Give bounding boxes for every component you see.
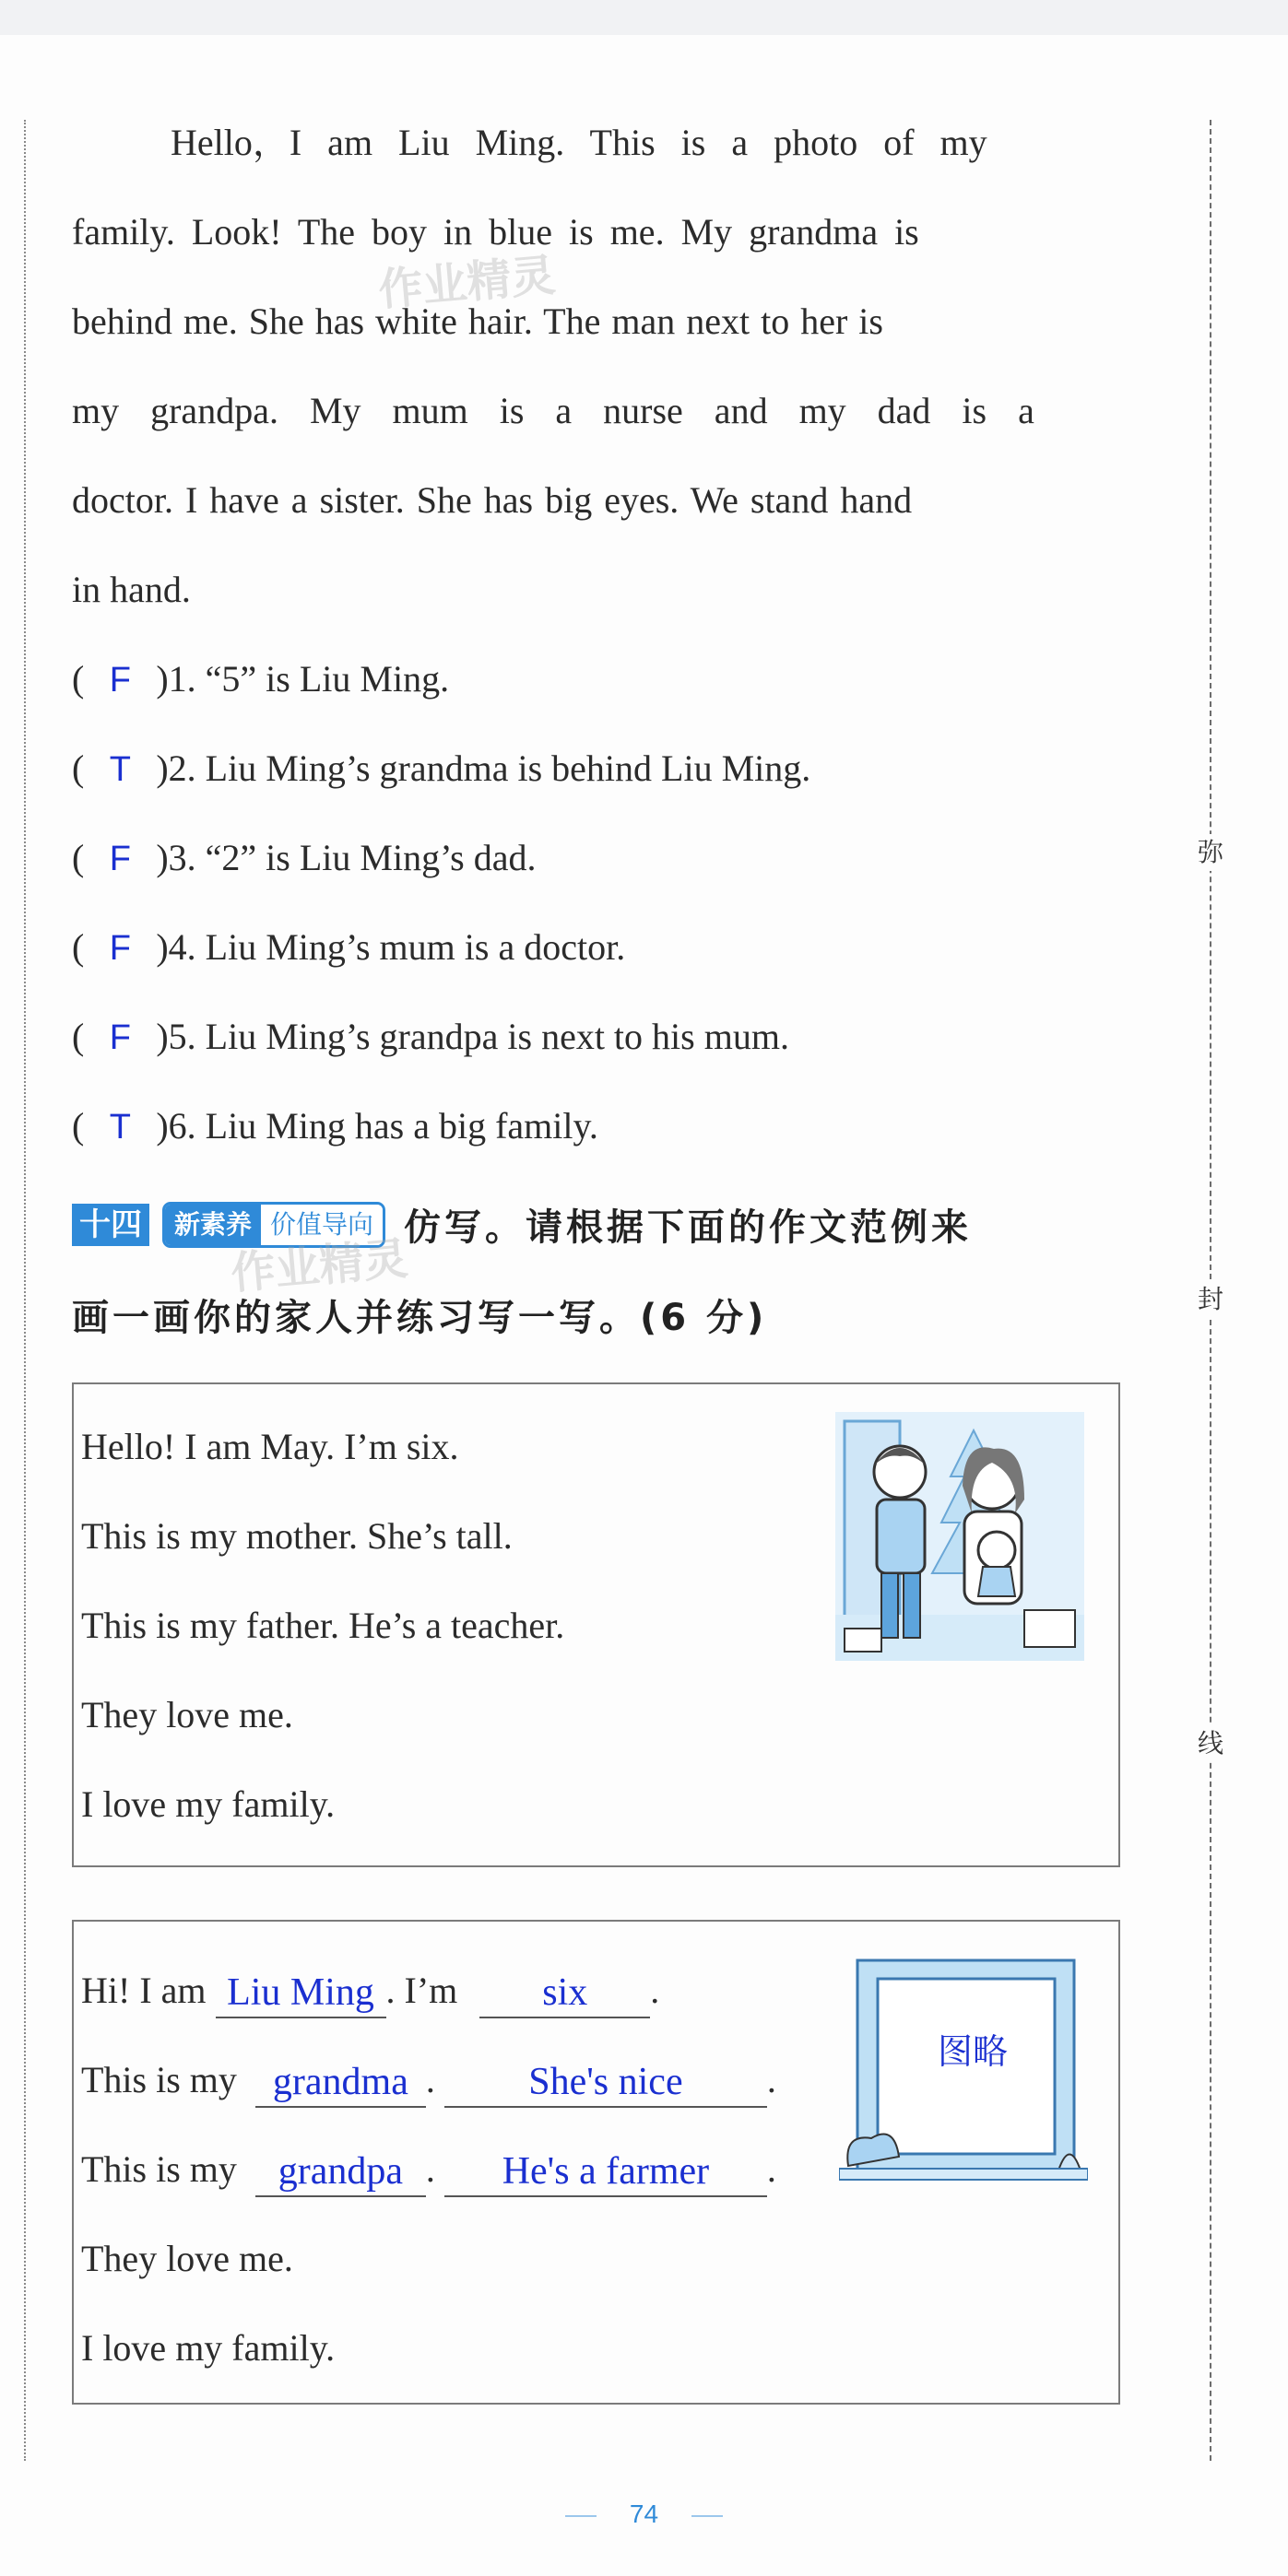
- passage-line: family. Look! The boy in blue is me. My grandma is: [72, 211, 919, 253]
- question-2: ( T )2. Liu Ming’s grandma is behind Liu Ming.: [72, 741, 810, 796]
- exercise-box: [72, 1920, 1120, 2405]
- binding-label-mi: 弥: [1195, 834, 1226, 871]
- watermark: 作业精灵: [376, 249, 558, 317]
- description-blank: He's a farmer: [444, 2147, 767, 2197]
- passage-line: behind me. She has white hair. The man next to her is: [72, 300, 883, 342]
- section-title: 仿写。请根据下面的作文范例来: [404, 1206, 973, 1249]
- description-blank: She's nice: [444, 2058, 767, 2108]
- footer-dash: [565, 2515, 597, 2517]
- watermark: 作业精灵: [229, 1232, 410, 1300]
- section-number-badge: 十四: [72, 1204, 149, 1246]
- relation-blank: grandpa: [255, 2147, 426, 2197]
- question-6: ( T )6. Liu Ming has a big family.: [72, 1099, 598, 1154]
- question-4: ( F )4. Liu Ming’s mum is a doctor.: [72, 920, 625, 975]
- relation-blank: grandma: [255, 2058, 426, 2108]
- section-title-line2: 画一画你的家人并练习写一写。(6 分): [72, 1297, 768, 1339]
- question-1: ( F )1. “5” is Liu Ming.: [72, 652, 449, 707]
- answer-mark: F: [109, 1018, 131, 1057]
- exercise-line-3: This is my grandpa . He's a farmer .: [81, 2142, 776, 2197]
- exercise-line-1: Hi! I am Liu Ming . I’m six .: [81, 1963, 659, 2018]
- section-header: [72, 1198, 972, 1253]
- example-line: I love my family.: [81, 1783, 336, 1825]
- answer-mark: T: [109, 1108, 131, 1147]
- exercise-line-5: I love my family.: [81, 2327, 336, 2369]
- example-line: This is my mother. She’s tall.: [81, 1515, 513, 1557]
- tag-new-literacy: 新素养: [165, 1205, 261, 1245]
- family-illustration: [835, 1412, 1084, 1661]
- binding-label-xian: 线: [1195, 1725, 1226, 1762]
- age-blank: six: [479, 1969, 650, 2018]
- answer-mark: T: [109, 750, 131, 789]
- passage-line: doctor. I have a sister. She has big eyes. We stand hand: [72, 479, 913, 521]
- top-band: [0, 0, 1288, 35]
- passage-line: Hello，I am Liu Ming. This is a photo of my: [171, 122, 987, 163]
- tag-value-guide: 价值导向: [261, 1205, 383, 1245]
- answer-mark: F: [109, 840, 131, 878]
- page-footer: [0, 2500, 1288, 2529]
- drawing-omitted-note: 图略: [937, 2031, 1008, 2072]
- page-number: 74: [629, 2500, 659, 2528]
- answer-mark: F: [109, 661, 131, 700]
- example-line: This is my father. He’s a teacher.: [81, 1605, 565, 1646]
- footer-dash: [691, 2515, 723, 2517]
- binding-label-feng: 封: [1195, 1281, 1226, 1318]
- passage-line: my grandpa. My mum is a nurse and my dad is a: [72, 390, 1034, 431]
- example-box: [72, 1382, 1120, 1867]
- passage-line: in hand.: [72, 569, 191, 610]
- example-line: Hello! I am May. I’m six.: [81, 1426, 459, 1467]
- left-margin-line: [24, 120, 26, 2461]
- exercise-line-4: They love me.: [81, 2238, 293, 2279]
- example-line: They love me.: [81, 1694, 293, 1735]
- question-5: ( F )5. Liu Ming’s grandpa is next to his mum.: [72, 1009, 789, 1065]
- exercise-line-2: This is my grandma . She's nice .: [81, 2053, 776, 2108]
- name-blank: Liu Ming: [216, 1969, 386, 2018]
- question-3: ( F )3. “2” is Liu Ming’s dad.: [72, 830, 537, 886]
- answer-mark: F: [109, 929, 131, 968]
